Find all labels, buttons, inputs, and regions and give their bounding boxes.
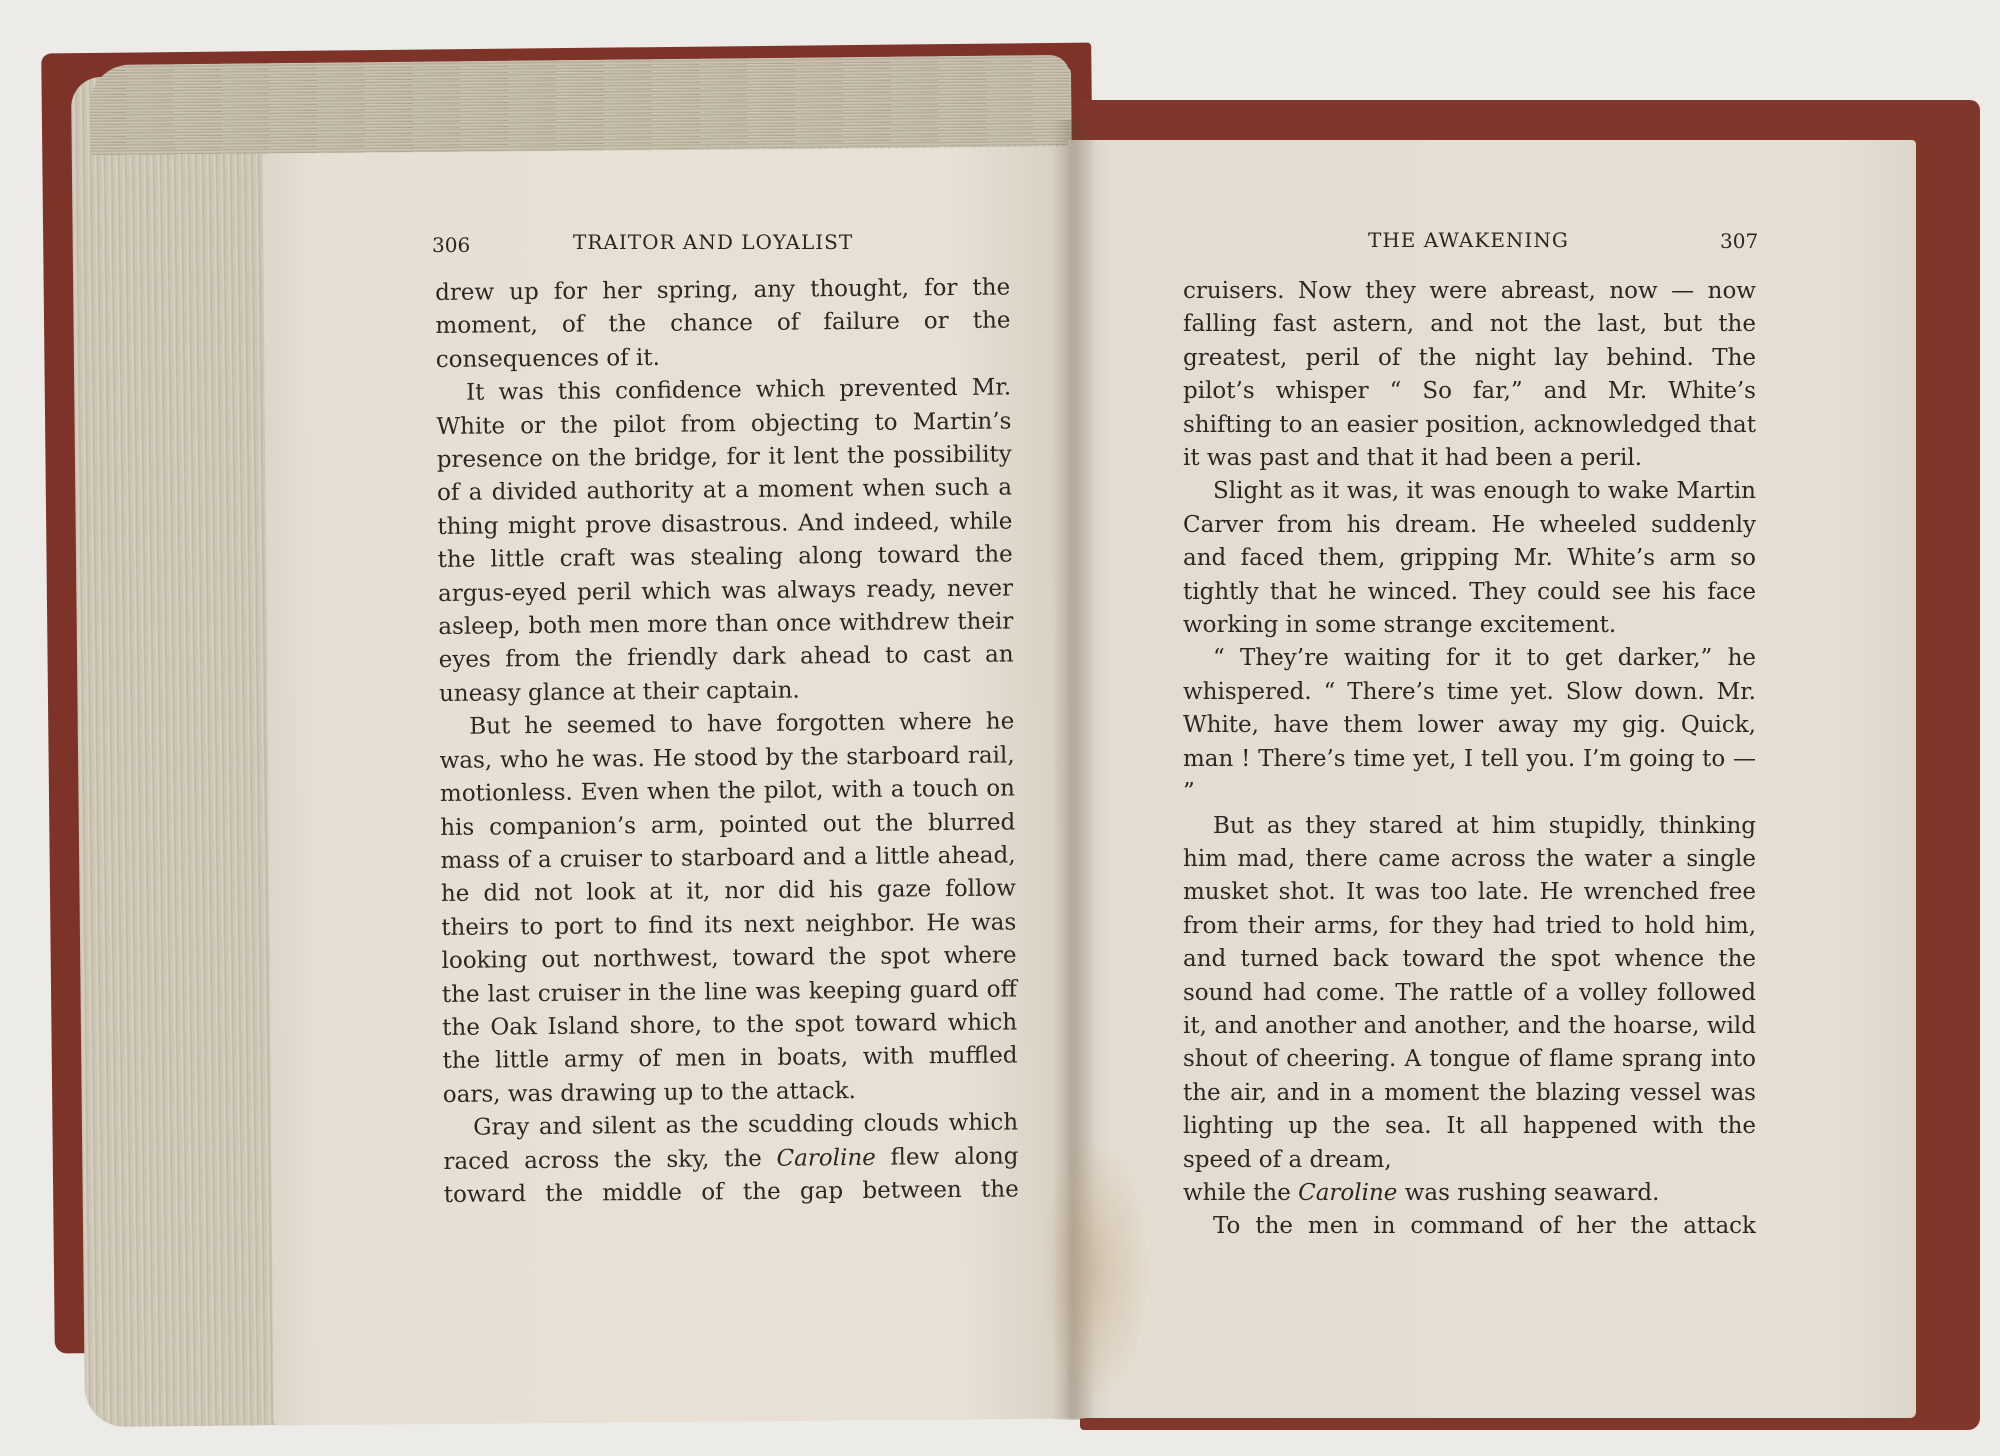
paragraph: cruisers. Now they were abreast, now — now falling fast astern, and not the last, but the greatest, peril of the night lay behind. The pilot’s whisper “ So far,” and Mr. White’s shifting to an easier position, acknowledged that it was past and that it had been a peril.: [1183, 278, 1756, 472]
paragraph: But as they stared at him stupidly, thinking him mad, there came across the water a single musket shot. It was too late. He wrenched free from their arms, for they had tried to hold him, and turned back toward the spot whence the sound had come. The rattle of a volley followed it, and another and another, and the hoarse, wild shout of cheering. A tongue of flame sprang into the air, and in a moment the blazing vessel was lighting up the sea. It all happened with the speed of a dream,: [1183, 812, 1756, 1173]
right-running-head: THE AWAKENING: [1368, 228, 1569, 252]
paragraph: “ They’re waiting for it to get darker,” he whispered. “ There’s time yet. Slow down. Mr. White, have them lower away my gig. Quick, man ! There’s time yet, I tell you. I’m going to — ”: [1183, 645, 1756, 806]
paragraph: It was this confidence which prevented Mr. White or the pilot from objecting to Martin’s presence on the bridge, for it lent the possibility of a divided authority at a moment when such a thing might prove disastrous. And indeed, while the little craft was stealing along toward the argus-eyed peril which was always ready, never asleep, both men more than once withdrew their eyes from the friendly dark ahead to cast an uneasy glance at their captain.: [436, 374, 1014, 707]
left-page-number: 306: [432, 233, 471, 257]
water-stain: [1040, 1140, 1150, 1400]
right-page-text: [1183, 275, 1756, 1244]
paragraph: Slight as it was, it was enough to wake Martin Carver from his dream. He wheeled suddenly and faced them, gripping Mr. White’s arm so tightly that he winced. They could see his face working in some strange excitement.: [1183, 478, 1756, 639]
ship-name: Caroline: [776, 1144, 876, 1172]
ship-name: Caroline: [1298, 1179, 1398, 1206]
paragraph: To the men in command of her the attack: [1213, 1213, 1756, 1240]
left-running-head: TRAITOR AND LOYALIST: [573, 230, 854, 254]
paragraph: But he seemed to have forgotten where he was, who he was. He stood by the starboard rail, motionless. Even when the pilot, with a touch on his companion’s arm, pointed out the blurred mass of a cruiser to starboard and a little ahead, he did not look at it, nor did his gaze follow theirs to port to find its next neighbor. He was looking out northwest, toward the spot where the last cruiser in the line was keeping guard off the Oak Island shore, to the spot toward which the little army of men in boats, with muffled oars, was drawing up to the attack.: [439, 708, 1018, 1108]
page-edges-top: [90, 55, 1071, 155]
right-page-number: 307: [1720, 229, 1759, 253]
paragraph: while the Caroline was rushing seaward.: [1183, 1179, 1660, 1206]
paragraph: drew up for her spring, any thought, for the moment, of the chance of failure or the consequences of it.: [435, 274, 1011, 373]
left-page-text: [435, 271, 1019, 1212]
paragraph: Gray and silent as the scudding clouds which raced across the sky, the Caroline flew along toward the middle of the gap between the: [443, 1109, 1019, 1208]
